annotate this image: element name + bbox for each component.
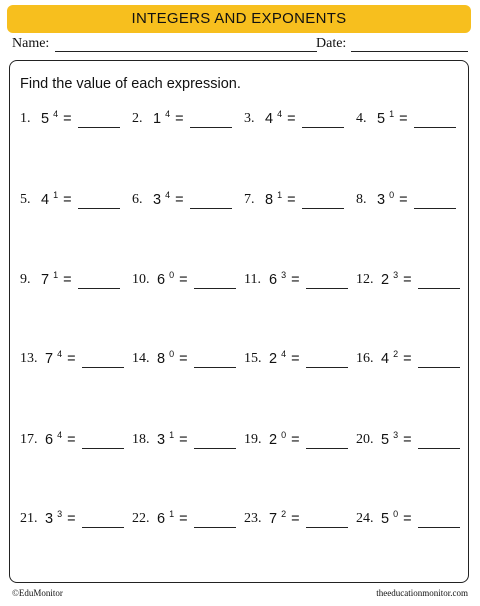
problem-item [356, 270, 464, 294]
expression-exponent: 1 [53, 270, 59, 280]
problem-expression [381, 272, 412, 288]
expression-base: 2 [269, 432, 278, 448]
equals-sign: = [399, 192, 408, 208]
footer-website: theeducationmonitor.com [376, 588, 468, 598]
equals-sign: = [403, 351, 412, 367]
expression-exponent: 4 [57, 430, 63, 440]
problem-item [132, 270, 240, 294]
expression-base: 6 [157, 511, 166, 527]
answer-blank[interactable] [82, 367, 124, 368]
problem-number: 20. [356, 432, 374, 447]
problem-expression [269, 511, 300, 527]
problem-item [20, 509, 128, 533]
answer-blank[interactable] [306, 448, 348, 449]
problem-expression [157, 272, 188, 288]
problem-item [244, 509, 352, 533]
problem-expression [157, 511, 188, 527]
problem-item [132, 430, 240, 454]
expression-exponent: 1 [53, 190, 59, 200]
expression-exponent: 1 [389, 109, 395, 119]
equals-sign: = [291, 351, 300, 367]
equals-sign: = [175, 111, 184, 127]
expression-exponent: 1 [169, 509, 175, 519]
equals-sign: = [63, 192, 72, 208]
problem-number: 7. [244, 192, 255, 207]
equals-sign: = [67, 511, 76, 527]
problem-number: 24. [356, 511, 374, 526]
expression-exponent: 3 [393, 430, 399, 440]
problem-item [244, 109, 352, 133]
equals-sign: = [291, 272, 300, 288]
expression-base: 5 [381, 432, 390, 448]
problem-item [356, 109, 464, 133]
expression-exponent: 2 [393, 349, 399, 359]
equals-sign: = [403, 511, 412, 527]
equals-sign: = [175, 192, 184, 208]
problem-number: 13. [20, 351, 38, 366]
equals-sign: = [179, 511, 188, 527]
problem-item [244, 430, 352, 454]
expression-base: 3 [377, 192, 386, 208]
problem-expression [45, 351, 76, 367]
problems-panel [9, 60, 469, 583]
expression-base: 5 [377, 111, 386, 127]
problem-expression [381, 432, 412, 448]
problem-expression [265, 111, 296, 127]
expression-exponent: 0 [389, 190, 395, 200]
expression-exponent: 3 [57, 509, 63, 519]
equals-sign: = [403, 272, 412, 288]
expression-exponent: 3 [281, 270, 287, 280]
answer-blank[interactable] [302, 208, 344, 209]
problem-item [356, 190, 464, 214]
problem-expression [153, 192, 184, 208]
worksheet-title: INTEGERS AND EXPONENTS [131, 10, 347, 27]
problem-number: 2. [132, 111, 143, 126]
instruction-text: Find the value of each expression. [20, 76, 241, 92]
expression-exponent: 4 [165, 190, 171, 200]
problem-expression [269, 272, 300, 288]
expression-base: 6 [45, 432, 54, 448]
answer-blank[interactable] [306, 527, 348, 528]
title-banner [7, 5, 471, 33]
expression-base: 6 [269, 272, 278, 288]
problem-number: 18. [132, 432, 150, 447]
problem-number: 1. [20, 111, 31, 126]
problem-expression [381, 351, 412, 367]
equals-sign: = [399, 111, 408, 127]
name-field-line[interactable] [55, 51, 317, 52]
problem-item [356, 509, 464, 533]
problem-expression [269, 351, 300, 367]
expression-base: 2 [381, 272, 390, 288]
expression-exponent: 4 [57, 349, 63, 359]
problem-number: 22. [132, 511, 150, 526]
answer-blank[interactable] [194, 288, 236, 289]
date-label: Date: [316, 36, 347, 51]
problem-item [132, 509, 240, 533]
problem-number: 3. [244, 111, 255, 126]
problem-item [244, 190, 352, 214]
answer-blank[interactable] [418, 367, 460, 368]
expression-base: 4 [41, 192, 50, 208]
expression-base: 6 [157, 272, 166, 288]
expression-base: 7 [41, 272, 50, 288]
expression-exponent: 1 [169, 430, 175, 440]
answer-blank[interactable] [414, 127, 456, 128]
footer-copyright: ©EduMonitor [12, 588, 63, 598]
expression-exponent: 1 [277, 190, 283, 200]
problem-item [20, 109, 128, 133]
answer-blank[interactable] [82, 448, 124, 449]
problem-item [20, 349, 128, 373]
problem-number: 12. [356, 272, 374, 287]
equals-sign: = [403, 432, 412, 448]
problem-expression [45, 511, 76, 527]
problem-item [20, 270, 128, 294]
expression-exponent: 4 [281, 349, 287, 359]
answer-blank[interactable] [78, 127, 120, 128]
equals-sign: = [67, 351, 76, 367]
problem-number: 9. [20, 272, 31, 287]
problem-number: 8. [356, 192, 367, 207]
problem-item [20, 190, 128, 214]
expression-base: 4 [381, 351, 390, 367]
expression-exponent: 4 [277, 109, 283, 119]
expression-base: 5 [41, 111, 50, 127]
problem-number: 14. [132, 351, 150, 366]
problem-item [132, 349, 240, 373]
problem-number: 5. [20, 192, 31, 207]
problem-expression [45, 432, 76, 448]
answer-blank[interactable] [306, 367, 348, 368]
expression-exponent: 0 [169, 270, 175, 280]
answer-blank[interactable] [302, 127, 344, 128]
expression-exponent: 0 [393, 509, 399, 519]
expression-exponent: 4 [165, 109, 171, 119]
problem-item [132, 190, 240, 214]
answer-blank[interactable] [78, 208, 120, 209]
expression-base: 3 [157, 432, 166, 448]
expression-exponent: 3 [393, 270, 399, 280]
name-label: Name: [12, 36, 50, 51]
answer-blank[interactable] [78, 288, 120, 289]
equals-sign: = [291, 432, 300, 448]
problem-number: 21. [20, 511, 38, 526]
expression-base: 7 [45, 351, 54, 367]
name-date-row [12, 36, 468, 56]
answer-blank[interactable] [418, 527, 460, 528]
equals-sign: = [179, 272, 188, 288]
answer-blank[interactable] [414, 208, 456, 209]
problem-expression [41, 111, 72, 127]
expression-base: 2 [269, 351, 278, 367]
problem-item [356, 430, 464, 454]
problem-item [356, 349, 464, 373]
problem-item [244, 349, 352, 373]
expression-base: 3 [45, 511, 54, 527]
answer-blank[interactable] [194, 527, 236, 528]
problem-expression [157, 432, 188, 448]
problem-expression [153, 111, 184, 127]
problem-number: 17. [20, 432, 38, 447]
problem-expression [377, 111, 408, 127]
answer-blank[interactable] [306, 288, 348, 289]
problem-number: 15. [244, 351, 262, 366]
expression-exponent: 2 [281, 509, 287, 519]
answer-blank[interactable] [194, 367, 236, 368]
problem-expression [41, 272, 72, 288]
answer-blank[interactable] [190, 208, 232, 209]
problem-number: 6. [132, 192, 143, 207]
problem-number: 23. [244, 511, 262, 526]
expression-base: 4 [265, 111, 274, 127]
answer-blank[interactable] [190, 127, 232, 128]
problem-number: 19. [244, 432, 262, 447]
problem-number: 16. [356, 351, 374, 366]
equals-sign: = [63, 272, 72, 288]
problem-expression [377, 192, 408, 208]
expression-base: 7 [269, 511, 278, 527]
problem-number: 10. [132, 272, 150, 287]
answer-blank[interactable] [82, 527, 124, 528]
problem-item [132, 109, 240, 133]
equals-sign: = [287, 111, 296, 127]
problem-expression [41, 192, 72, 208]
equals-sign: = [63, 111, 72, 127]
equals-sign: = [67, 432, 76, 448]
answer-blank[interactable] [418, 288, 460, 289]
expression-base: 8 [157, 351, 166, 367]
equals-sign: = [291, 511, 300, 527]
date-field-line[interactable] [351, 51, 468, 52]
problem-expression [269, 432, 300, 448]
expression-exponent: 0 [281, 430, 287, 440]
expression-base: 8 [265, 192, 274, 208]
problem-item [20, 430, 128, 454]
answer-blank[interactable] [194, 448, 236, 449]
problem-number: 4. [356, 111, 367, 126]
expression-base: 5 [381, 511, 390, 527]
expression-exponent: 0 [169, 349, 175, 359]
equals-sign: = [179, 432, 188, 448]
answer-blank[interactable] [418, 448, 460, 449]
expression-exponent: 4 [53, 109, 59, 119]
expression-base: 1 [153, 111, 162, 127]
problem-expression [265, 192, 296, 208]
expression-base: 3 [153, 192, 162, 208]
problem-number: 11. [244, 272, 261, 287]
problem-item [244, 270, 352, 294]
problem-expression [381, 511, 412, 527]
equals-sign: = [179, 351, 188, 367]
equals-sign: = [287, 192, 296, 208]
problem-expression [157, 351, 188, 367]
